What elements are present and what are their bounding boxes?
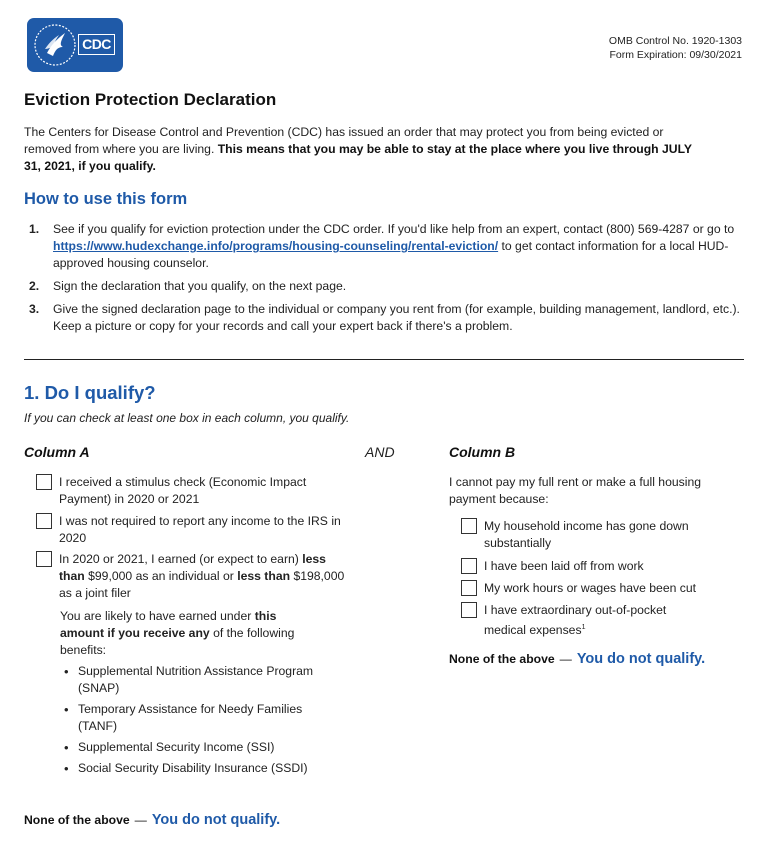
checkbox-hours-cut[interactable] [461,580,741,597]
not-qualify-text: You do not qualify. [151,812,281,828]
none-label: None of the above [24,813,130,827]
checkbox-laid-off[interactable] [461,558,721,575]
how-to-heading: How to use this form [24,190,188,208]
checkbox-square[interactable] [461,602,477,618]
column-a-none-of-above [24,812,280,828]
section-divider [24,359,744,360]
omb-info [609,34,742,62]
income-text-2: $99,000 as an individual or [88,569,234,583]
income-text-1: In 2020 or 2021, I earned (or expect to earn) [59,552,299,566]
cdc-wordmark: CDC [78,34,115,55]
column-b-heading: Column B [449,444,516,460]
benefit-item-ssi: • Supplemental Security Income (SSI) [60,739,342,756]
step-item [24,278,749,295]
dash: — [559,652,572,666]
checkbox-square[interactable] [461,580,477,596]
instruction-steps [24,221,749,341]
qualify-heading: 1. Do I qualify? [24,382,156,403]
benefits-intro-text-2: of the following benefits: [60,626,295,657]
benefit-item-ssdi: • Social Security Disability Insurance (SSDI) [60,760,342,777]
checkbox-square[interactable] [461,558,477,574]
checkbox-square[interactable] [461,518,477,534]
step-text: Give the signed declaration page to the individual or company you rent from (for example, building management, landlord, etc.). Keep a picture or copy for your records and call your expert back if there's a problem. [53,302,740,333]
hud-counseling-link[interactable]: https://www.hudexchange.info/programs/housing-counseling/rental-eviction/ [53,239,499,253]
checkbox-stimulus-check[interactable] [36,474,346,508]
checkbox-label: My work hours or wages have been cut [484,581,697,595]
cdc-logo [27,18,123,72]
benefits-list [60,663,342,781]
checkbox-label [59,551,346,602]
checkbox-square[interactable] [36,513,52,529]
benefit-item-tanf: • Temporary Assistance for Needy Families (TANF) [60,701,342,735]
column-b-none-of-above [449,651,705,667]
income-bold-1: less than [59,552,326,583]
checkbox-square[interactable] [36,474,52,490]
document-title: Eviction Protection Declaration [24,90,277,109]
column-b-lead: I cannot pay my full rent or make a full housing payment because: [449,475,702,506]
intro-bold-text: This means that you may be able to stay at the place where you live through JULY 31, 2021, if you qualify. [24,142,692,173]
step-text: See if you qualify for eviction protection under the CDC order. If you'd like help from an expert, contact (800) 569-4287 or go to [53,222,735,236]
benefits-intro-bold: this amount if you receive any [60,609,277,640]
benefits-intro-text: You are likely to have earned under [60,609,252,623]
and-label: AND [365,444,395,460]
income-bold-2: less than [237,569,291,583]
none-label: None of the above [449,652,555,666]
form-expiration: Form Expiration: 09/30/2021 [609,49,742,61]
medical-text: I have extraordinary out-of-pocket medical expenses [484,603,667,638]
omb-control-number: OMB Control No. 1920-1303 [608,35,742,47]
step-text-after: to get contact information for a local HUD-approved housing counselor. [53,239,729,270]
checkbox-income-limit[interactable] [36,551,346,602]
hhs-eagle-seal-icon [33,23,77,67]
checkbox-square[interactable] [36,551,52,567]
checkbox-income-down[interactable] [461,518,701,552]
step-item [24,221,749,272]
footnote-ref: 1 [581,624,586,631]
benefits-intro [60,608,310,659]
step-number: 3. [29,302,40,316]
checkbox-label: I have been laid off from work [484,559,644,573]
dash: — [134,813,147,827]
qualify-note: If you can check at least one box in each column, you qualify. [24,411,350,425]
benefit-item-snap: • Supplemental Nutrition Assistance Program (SNAP) [60,663,342,697]
step-item [24,301,749,335]
intro-text: The Centers for Disease Control and Prevention (CDC) has issued an order that may protect you from being evicted or removed from where you are living. [24,125,664,156]
checkbox-label: I was not required to report any income to the IRS in 2020 [59,514,341,545]
intro-paragraph [24,124,710,175]
column-a-heading: Column A [24,444,90,460]
not-qualify-text: You do not qualify. [576,651,706,667]
checkbox-no-income-report[interactable] [36,513,346,547]
checkbox-label: My household income has gone down substantially [484,519,689,550]
checkbox-label [484,602,701,639]
step-number: 1. [29,222,40,236]
step-text: Sign the declaration that you qualify, on the next page. [53,279,347,293]
checkbox-medical-expenses[interactable] [461,602,701,639]
checkbox-label: I received a stimulus check (Economic Impact Payment) in 2020 or 2021 [59,475,307,506]
income-text-3: $198,000 as a joint filer [59,569,345,600]
step-number: 2. [29,279,40,293]
